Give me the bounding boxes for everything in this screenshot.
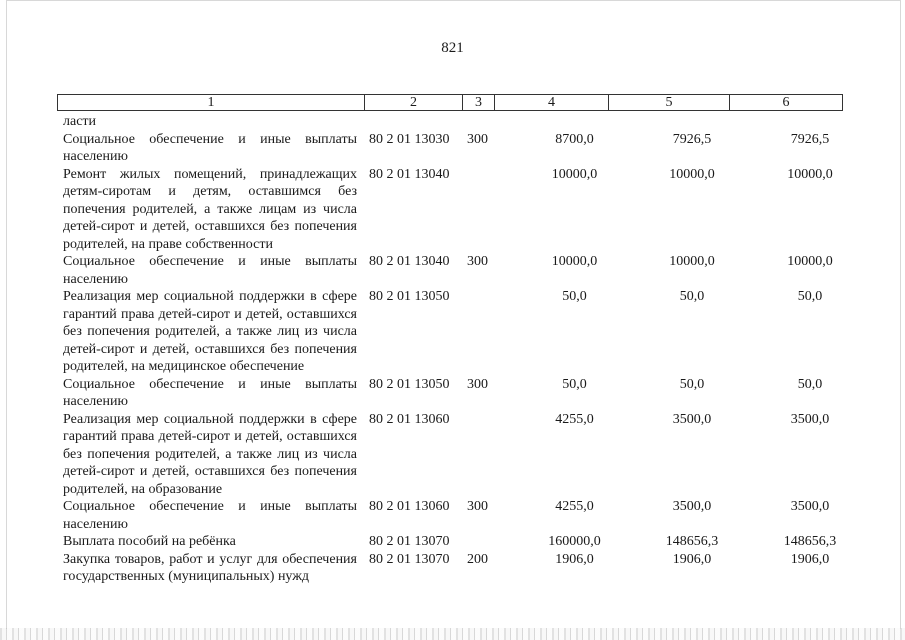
table-row (63, 253, 853, 288)
row-value-col5: 3500,0 (672, 411, 712, 427)
row-value-col4: 50,0 (562, 289, 587, 304)
row-value-col5: 50,0 (679, 376, 705, 392)
row-value-col5: 1906,0 (672, 551, 712, 567)
row-value-col6: 10000,0 (787, 254, 833, 269)
row-code: 80 2 01 13040 (369, 166, 450, 182)
table-column-header (57, 94, 843, 111)
header-col-5: 5 (608, 95, 729, 110)
row-value-col4: 10000,0 (551, 254, 598, 269)
table-row (63, 166, 853, 254)
header-col-2: 2 (364, 95, 462, 110)
row-value-col4: 4255,0 (555, 499, 594, 514)
row-value-col6: 7926,5 (790, 131, 830, 147)
row-code: 80 2 01 13050 (369, 289, 450, 304)
row-value-col4: 8700,0 (555, 131, 594, 147)
row-value-col5: 50,0 (679, 289, 705, 304)
row-value-col6: 1906,0 (790, 551, 830, 567)
header-col-1: 1 (207, 95, 215, 110)
row-value-col6: 3500,0 (790, 499, 830, 514)
row-code: 80 2 01 13040 (369, 254, 450, 269)
row-value-col5: 10000,0 (669, 166, 715, 182)
row-value-col6: 148656,3 (783, 534, 837, 549)
row-description: Реализация мер социальной поддержки в сфере гарантий права детей-сирот и детей, оставшихся без попечения родителей, а также лиц из числа детей-сирот и детей, оставшихся без попечения родителей, на медицинское обеспечение (63, 289, 357, 374)
header-col-3: 3 (462, 95, 494, 110)
row-value-col4: 10000,0 (551, 166, 598, 182)
row-value-col6: 50,0 (797, 376, 823, 392)
row-value-col6: 50,0 (797, 289, 823, 304)
row-description: Социальное обеспечение и иные выплаты населению (63, 254, 357, 287)
header-col-6: 6 (729, 95, 842, 110)
row-code: 80 2 01 13050 (369, 376, 450, 392)
row-description: ласти (63, 114, 97, 129)
row-value-col6: 10000,0 (787, 166, 833, 182)
row-description: Закупка товаров, работ и услуг для обеспечения государственных (муниципальных) нужд (63, 551, 357, 584)
row-code: 80 2 01 13070 (369, 534, 450, 549)
table-row (63, 498, 853, 533)
row-value-col6: 3500,0 (790, 411, 830, 427)
table-row (63, 411, 853, 499)
row-value-col5: 10000,0 (669, 254, 715, 269)
row-code: 80 2 01 13070 (369, 551, 450, 567)
table-row (63, 113, 853, 131)
row-code: 80 2 01 13060 (369, 499, 450, 514)
row-description: Социальное обеспечение и иные выплаты населению (63, 376, 357, 409)
table-row (63, 288, 853, 376)
row-value-col5: 148656,3 (665, 534, 719, 549)
row-value-col4: 1906,0 (555, 551, 594, 567)
budget-table (63, 113, 853, 586)
row-code: 80 2 01 13060 (369, 411, 450, 427)
row-expense-type: 300 (467, 131, 488, 147)
table-row (63, 533, 853, 551)
row-description: Ремонт жилых помещений, принадлежащих детям-сиротам и детям, оставшимся без попечения родителей, а также лицам из числа детей-сирот и детей, оставшихся без попечения родителей, на праве собственности (63, 166, 357, 252)
row-value-col4: 160000,0 (548, 534, 601, 549)
row-value-col5: 3500,0 (672, 499, 712, 514)
row-code: 80 2 01 13030 (369, 131, 450, 147)
row-expense-type: 300 (467, 499, 488, 514)
row-description: Выплата пособий на ребёнка (63, 534, 236, 549)
row-expense-type: 300 (467, 376, 488, 392)
row-expense-type: 200 (467, 551, 488, 567)
table-row (63, 131, 853, 166)
table-row (63, 376, 853, 411)
row-description: Социальное обеспечение и иные выплаты населению (63, 131, 357, 164)
row-value-col4: 4255,0 (555, 411, 594, 427)
row-description: Реализация мер социальной поддержки в сфере гарантий права детей-сирот и детей, оставшихся без попечения родителей, а также лиц из числа детей-сирот и детей, оставшихся без попечения родителей, на образование (63, 411, 357, 497)
row-value-col5: 7926,5 (672, 131, 712, 147)
row-value-col4: 50,0 (562, 376, 587, 392)
page-number: 821 (441, 40, 464, 56)
row-description: Социальное обеспечение и иные выплаты населению (63, 499, 357, 532)
scan-edge-artifact (0, 628, 905, 640)
table-row (63, 551, 853, 586)
row-expense-type: 300 (467, 254, 488, 269)
header-col-4: 4 (494, 95, 608, 110)
